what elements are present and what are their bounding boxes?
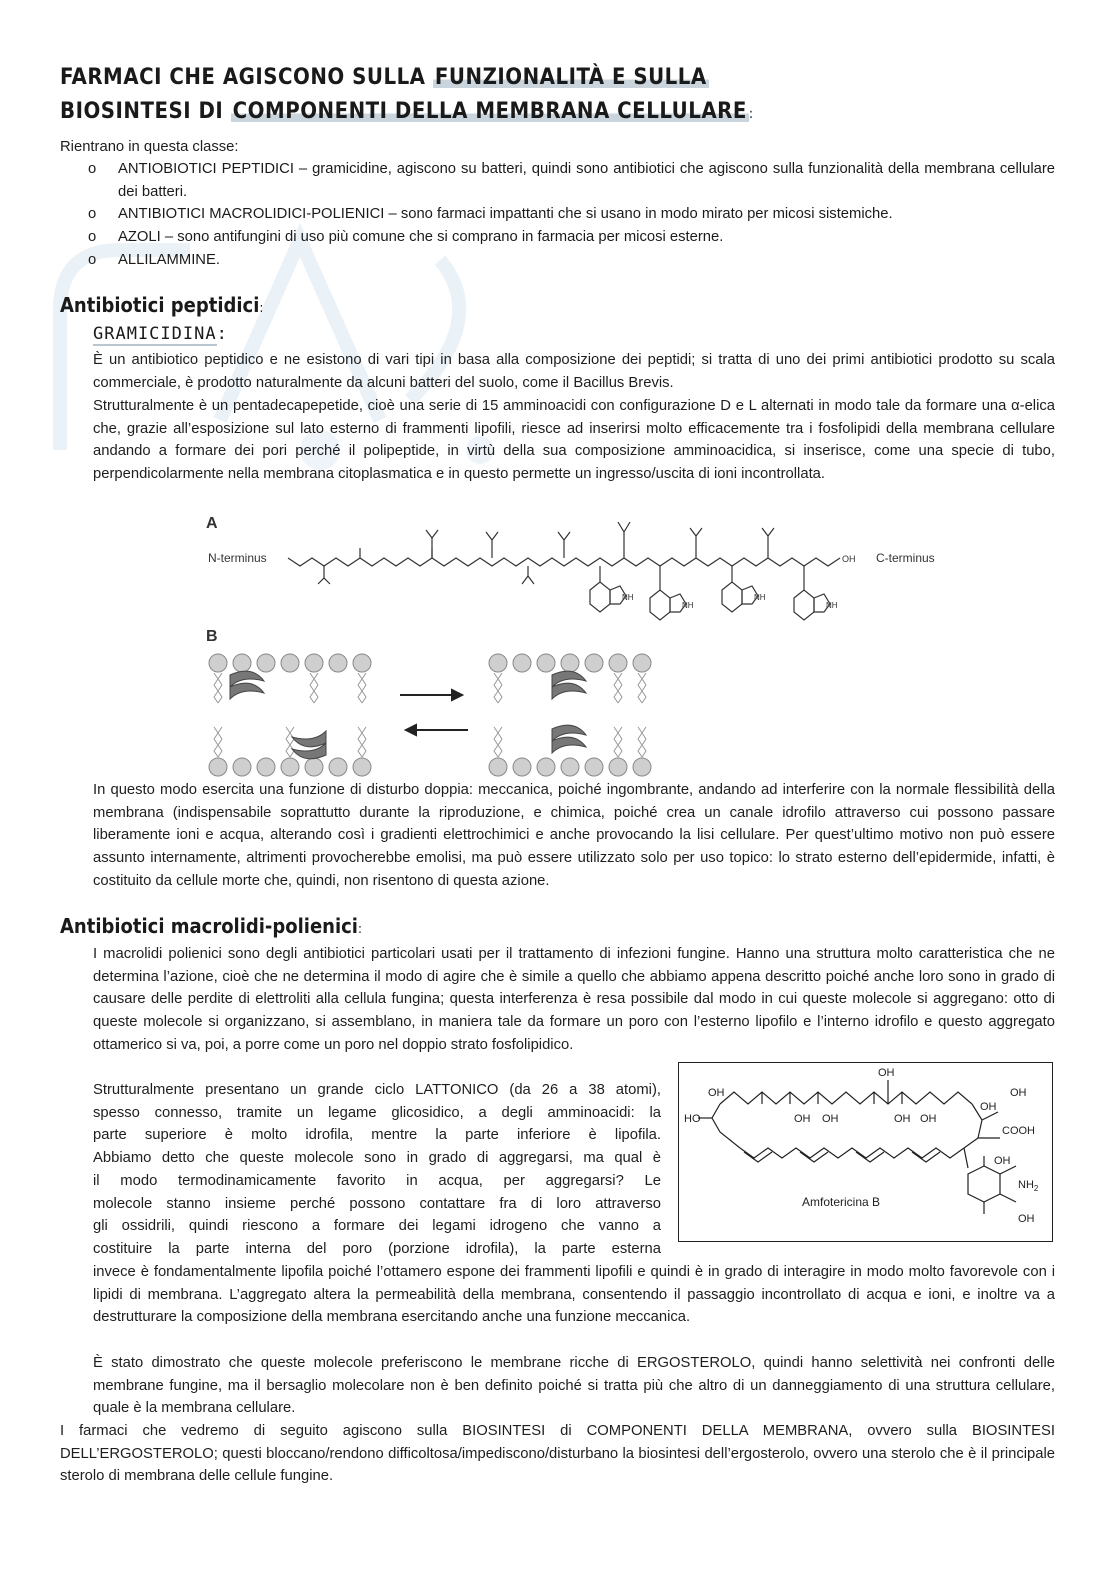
bullet-marker: o <box>88 229 97 246</box>
heading-text: Antibiotici peptidici <box>60 293 260 317</box>
figure-label-b: B <box>206 628 218 645</box>
list-item-text: ALLILAMMINE. <box>118 251 220 268</box>
list-item <box>60 226 1055 249</box>
n-terminus-label: N-terminus <box>208 551 267 565</box>
title-part: BIOSINTESI DI <box>60 99 224 124</box>
bullet-marker: o <box>88 206 97 223</box>
oh-label: OH <box>894 1113 911 1125</box>
oh-label: OH <box>920 1113 937 1125</box>
cooh-label: COOH <box>1002 1125 1035 1137</box>
oh-label: OH <box>1010 1087 1027 1099</box>
bullet-marker: o <box>88 251 97 268</box>
membrane-right <box>489 654 651 776</box>
text-line: gli ossidrili, quindi riescono a formare dei legami idrogeno che vanno a <box>93 1218 661 1235</box>
paragraph: invece è fondamentalmente lipofila poiché l’ottamero espone dei frammenti lipofili e quindi è in grado di interagire in modo molto favorevole con i lipidi di membrana. L’aggregato altera la permeabilità della membrana, consentendo il passaggio incontrollato di acqua e ioni, e inoltre va a destrutturare la composizione della membrana esercitando anche una funzione meccanica. <box>93 1264 1055 1326</box>
membrane-pore-figure <box>200 625 680 780</box>
list-item <box>60 158 1055 203</box>
figure-caption: Amfotericina B <box>802 1195 881 1209</box>
list-item-text: ANTIBIOTICI MACROLIDICI-POLIENICI – sono farmaci impattanti che si usano in modo mirato per micosi sistemiche. <box>118 206 893 223</box>
list-item-text: ANTIOBIOTICI PEPTIDICI – gramicidine, agiscono su batteri, quindi sono antibiotici che agiscono sulla funzionalità della membrana cellulare dei batteri. <box>118 161 1055 200</box>
title-part: FARMACI CHE AGISCONO SULLA <box>60 65 426 90</box>
equilibrium-arrows <box>400 690 468 735</box>
text-line: il modo termodinamicamente favorito in acqua, per aggregarsi? Le <box>93 1172 661 1189</box>
heading-colon: : <box>357 922 362 937</box>
oh-label: OH <box>794 1113 811 1125</box>
nh-label: NH <box>826 601 838 610</box>
heading-colon: : <box>259 301 264 316</box>
nh-label: NH <box>682 601 694 610</box>
intro-list <box>60 158 1055 272</box>
paragraph: Strutturalmente è un pentadecapepetide, cioè una serie di 15 amminoacidi con configurazione D e L alternati in modo tale da formare una α-elica che, grazie all’esposizione sul lato esterno di frammenti lipofili, riesce ad inserirsi molto efficacemente tra i fosfolipidi della membrana cellulare andando a formare dei pori perché il polipeptide, in virtù della sua composizione amminoacidica, si inserisce, come una specie di tubo, perpendicolarmente nella membrana citoplasmatica e in questo permette un ingresso/uscita di ioni incontrollata. <box>93 398 1055 483</box>
page-title-line-2 <box>60 99 754 124</box>
peptide-backbone <box>288 558 840 566</box>
paragraph: È stato dimostrato che queste molecole preferiscono le membrane ricche di ERGOSTEROLO, quindi hanno selettività nei confronti delle membrane fungine, ma il bersaglio molecolare non è ben definito poiché si tratta più che altro di un danneggiamento di una struttura cellulare, quale è la membrana cellulare. <box>93 1355 1055 1417</box>
list-item <box>60 249 1055 272</box>
heading-text: Antibiotici macrolidi-polienici <box>60 914 358 938</box>
oh-label: OH <box>994 1155 1011 1167</box>
list-item <box>60 203 1055 226</box>
paragraph: È un antibiotico peptidico e ne esistono di vari tipi in basa alla composizione dei peptidi; si tratta di uno dei primi antibiotici prodotto su scala commerciale, è prodotto naturalmente da alcuni batteri del suolo, come il Bacillus Brevis. <box>93 352 1055 391</box>
bullet-marker: o <box>88 161 97 177</box>
ho-label: HO <box>684 1113 701 1125</box>
list-item-text: AZOLI – sono antifungini di uso più comune che si comprano in farmacia per micosi esterne. <box>118 229 724 246</box>
section-heading-peptidici <box>60 293 263 317</box>
nh2-text: NH <box>1018 1179 1034 1191</box>
amfotericina-structure-figure <box>678 1062 1053 1242</box>
subheading-colon: : <box>216 324 228 344</box>
oh-label: OH <box>708 1087 725 1099</box>
intro-lead: Rientrano in questa classe: <box>60 139 239 155</box>
oh-label: OH <box>842 554 856 564</box>
text-line: Abbiamo detto che queste molecole sono in grado di aggregarsi, ma qual è <box>93 1150 661 1167</box>
text-line: spesso connesso, tramite un legame glicosidico, a degli amminoacidi: la <box>93 1104 661 1121</box>
nh2-subscript: 2 <box>1033 1184 1039 1193</box>
page-title-line-1 <box>60 65 709 90</box>
nh-label: NH <box>754 593 766 602</box>
oh-label: OH <box>980 1101 997 1113</box>
membrane-left <box>209 654 371 776</box>
text-line: Strutturalmente presentano un grande ciclo LATTONICO (da 26 a 38 atomi), <box>93 1082 661 1098</box>
closing-paragraph: I farmaci che vedremo di seguito agiscono sulla BIOSINTESI di COMPONENTI DELLA MEMBRANA, ovvero sulla BIOSINTESI DELL’ERGOSTEROLO; questi bloccano/rendono difficoltosa/impediscono/disturbano la biosintesi dell’ergosterolo, ovvero una sterolo che è il principale sterolo di membrana delle cellule fungine. <box>60 1423 1055 1485</box>
title-highlight: FUNZIONALITÀ E SULLA <box>434 65 707 90</box>
text-line: parte superiore è molto idrofila, mentre la parte inferiore è lipofila. <box>93 1127 661 1144</box>
oh-label: OH <box>822 1113 839 1125</box>
side-chains <box>318 522 774 584</box>
section-heading-macrolidi <box>60 914 362 938</box>
oh-label: OH <box>1018 1213 1035 1225</box>
subheading-gramicidina <box>93 324 228 344</box>
subheading-text: GRAMICIDINA <box>93 324 217 344</box>
c-terminus-label: C-terminus <box>876 551 935 565</box>
paragraph: I macrolidi polienici sono degli antibiotici particolari usati per il trattamento di infezioni fungine. Hanno una struttura molto caratteristica che ne determina l’azione, cioè che ne determina il modo di agire che è simile a quello che abbiamo appena descritto poiché anche loro sono in grado di causare delle perdite di elettroliti alla cellula fungina; questa interferenza è resa possibile dal modo in cui queste molecole si aggregano: otto di queste molecole si organizzano, si assemblano, in maniera tale da formare un poro con l’esterno lipofilo e l’interno idrofilo e questo aggregato ottamerico si va, poi, a porre come un poro nel doppio strato fosfolipidico. <box>93 946 1055 1053</box>
paragraph-narrow <box>93 1079 661 1261</box>
title-colon: : <box>748 106 754 122</box>
paragraph: In questo modo esercita una funzione di disturbo doppia: meccanica, poiché ingombrante, andando ad interferire con la normale flessibilità della membrana (indispensabile soprattutto durante la riproduzione, e chimica, poiché crea un canale idrofilo attraverso cui possono passare liberamente ioni e acqua, alterando così i gradienti elettrochimici e anche provocando la lisi cellulare. Per quest’ultimo motivo non può essere assunto internamente, altrimenti provocherebbe emolisi, ma può essere utilizzato solo per uso topico: lo strato esterno dell’epidermide, infatti, è costituito da cellule morte che, quindi, non risentono di questa azione. <box>93 782 1055 889</box>
title-highlight: COMPONENTI DELLA MEMBRANA CELLULARE <box>232 99 747 124</box>
nh-label: NH <box>622 593 634 602</box>
figure-label-a: A <box>206 515 218 532</box>
text-line: costituire la parte interna del poro (porzione idrofila), la parte esterna <box>93 1240 661 1257</box>
gramicidin-structure-figure <box>200 510 960 628</box>
text-line: molecole stanno insieme perché possono contattare fra di loro attraverso <box>93 1195 661 1212</box>
oh-label: OH <box>878 1067 895 1079</box>
